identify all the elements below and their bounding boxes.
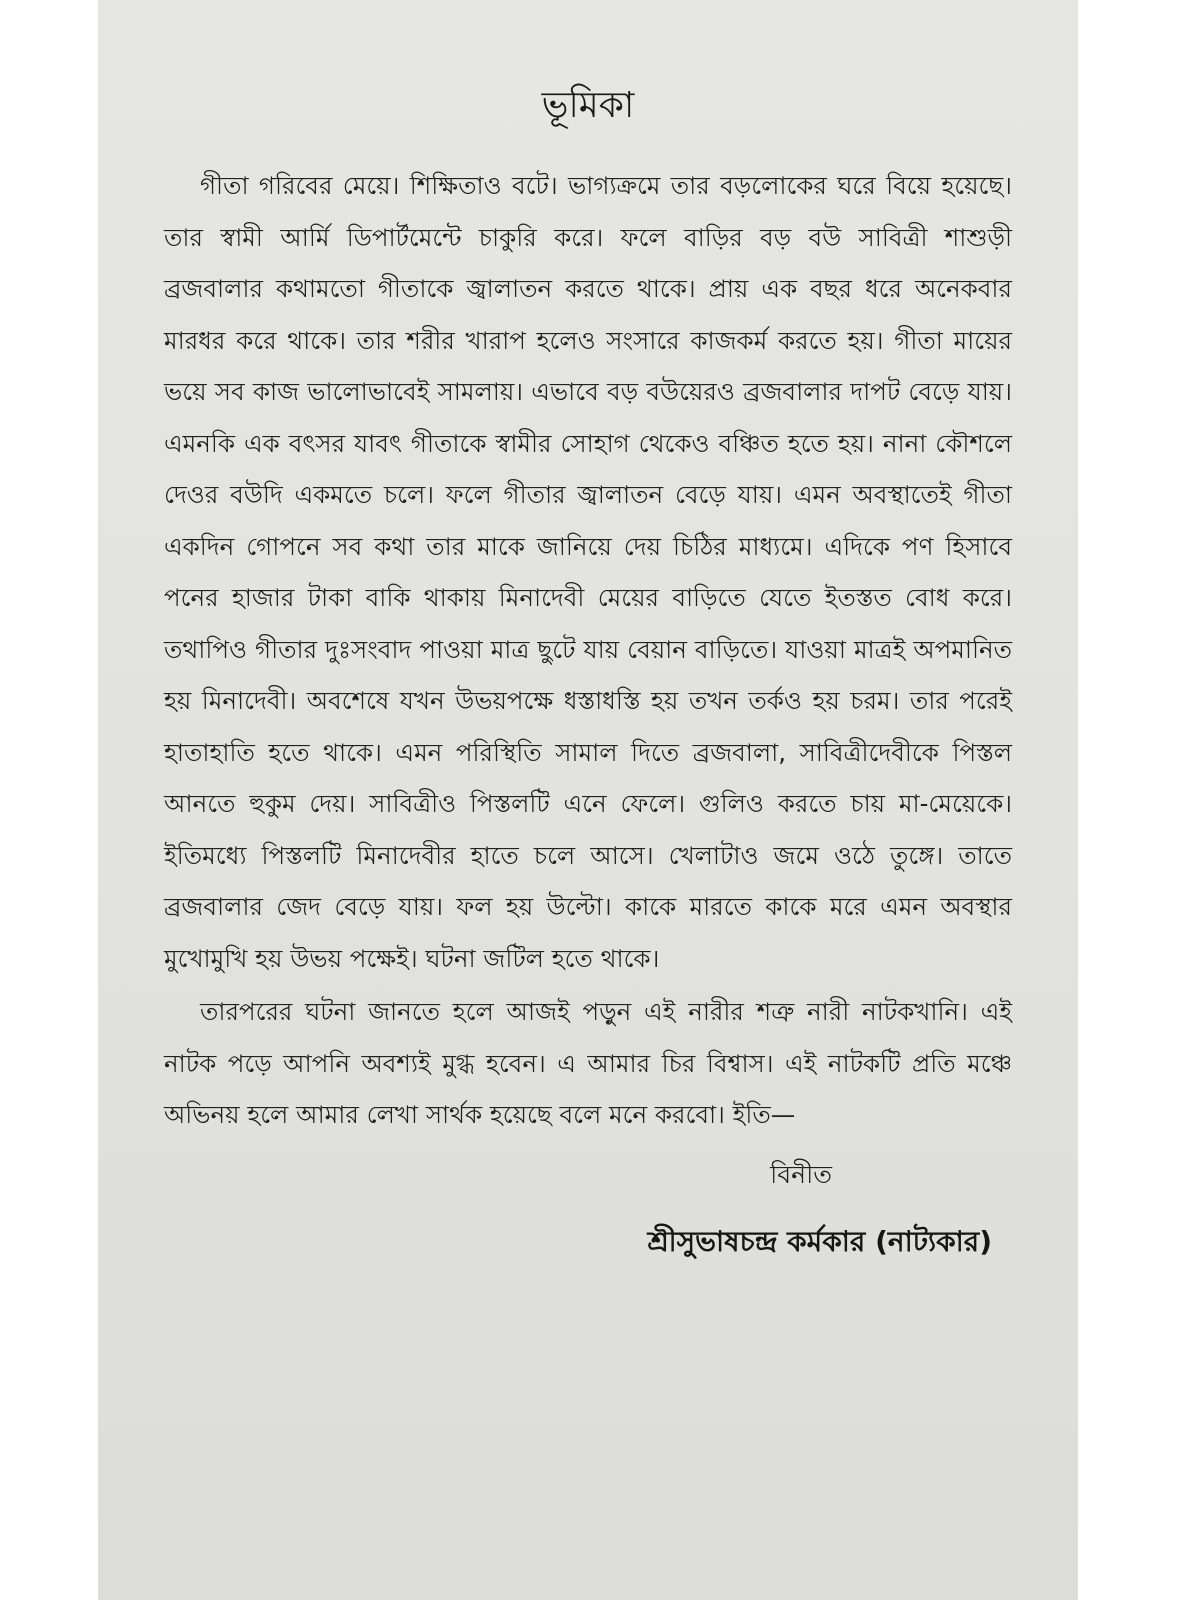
paragraph-2: তারপরের ঘটনা জানতে হলে আজই পড়ুন এই নারীর শত্রু নারী নাটকখানি। এই নাটক পড়ে আপনি অবশ্যই মুগ্ধ হবেন। এ আমার চির বিশ্বাস। এই নাটকটি প্রতি মঞ্চে অভিনয় হলে আমার লেখা সার্থক হয়েছে বলে মনে করবো। ইতি— xyxy=(164,997,1012,1129)
author-signature: শ্রীসুভাষচন্দ্র কর্মকার (নাট্যকার) xyxy=(647,1224,992,1258)
closing-salutation: বিনীত xyxy=(770,1159,832,1189)
book-page xyxy=(98,0,1078,1600)
paragraph-1: গীতা গরিবের মেয়ে। শিক্ষিতাও বটে। ভাগ্যক্রমে তার বড়লোকের ঘরে বিয়ে হয়েছে। তার স্বামী আর্মি ডিপার্টমেন্টে চাকুরি করে। ফলে বাড়ির বড় বউ সাবিত্রী শাশুড়ী ব্রজবালার কথামতো গীতাকে জ্বালাতন করতে থাকে। প্রায় এক বছর ধরে অনেকবার মারধর করে থাকে। তার শরীর খারাপ হলেও সংসারে কাজকর্ম করতে হয়। গীতা মায়ের ভয়ে সব কাজ ভালোভাবেই সামলায়। এভাবে বড় বউয়েরও ব্রজবালার দাপট বেড়ে যায়। এমনকি এক বৎসর যাবৎ গীতাকে স্বামীর সোহাগ থেকেও বঞ্চিত হতে হয়। নানা কৌশলে দেওর বউদি একমতে চলে। ফলে গীতার জ্বালাতন বেড়ে যায়। এমন অবস্থাতেই গীতা একদিন গোপনে সব কথা তার মাকে জানিয়ে দেয় চিঠির মাধ্যমে। এদিকে পণ হিসাবে পনের হাজার টাকা বাকি থাকায় মিনাদেবী মেয়ের বাড়িতে যেতে ইতস্তত বোধ করে। তথাপিও গীতার দুঃসংবাদ পাওয়া মাত্র ছুটে যায় বেয়ান বাড়িতে। যাওয়া মাত্রই অপমানিত হয় মিনাদেবী। অবশেষে যখন উভয়পক্ষে ধস্তাধস্তি হয় তখন তর্কও হয় চরম। তার পরেই হাতাহাতি হতে থাকে। এমন পরিস্থিতি সামাল দিতে ব্রজবালা, সাবিত্রীদেবীকে পিস্তল আনতে হুকুম দেয়। সাবিত্রীও পিস্তলটি এনে ফেলে। গুলিও করতে চায় মা-মেয়েকে। ইতিমধ্যে পিস্তলটি মিনাদেবীর হাতে চলে আসে। খেলাটাও জমে ওঠে তুঙ্গে। তাতে ব্রজবালার জেদ বেড়ে যায়। ফল হয় উল্টো। কাকে মারতে কাকে মরে এমন অবস্থার মুখোমুখি হয় উভয় পক্ষেই। ঘটনা জটিল হতে থাকে। xyxy=(164,171,1012,973)
page-title: ভূমিকা xyxy=(541,85,635,126)
